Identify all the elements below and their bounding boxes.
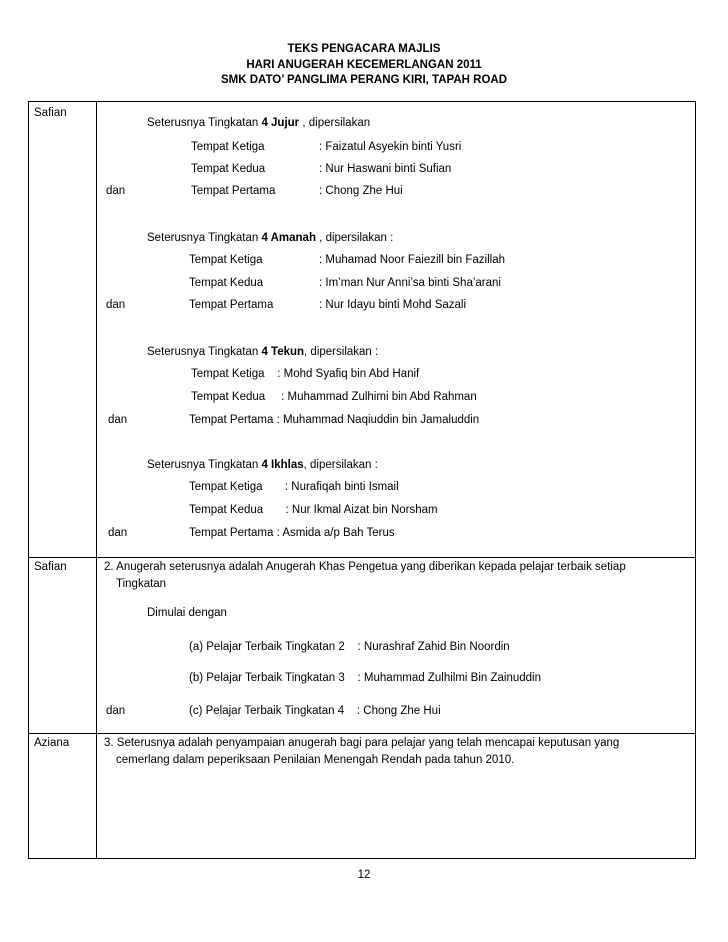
- connector-word: dan: [108, 414, 128, 426]
- winner-line: Tempat Pertama : Asmida a/p Bah Terus: [189, 527, 395, 539]
- row-divider: [29, 557, 695, 558]
- winner-line: Tempat Pertama : Muhammad Naqiuddin bin Jamaluddin: [189, 414, 480, 426]
- award-line: (c) Pelajar Terbaik Tingkatan 4 : Chong Zhe Hui: [189, 705, 441, 717]
- class-announcement: Seterusnya Tingkatan 4 Ikhlas, dipersilakan :: [147, 459, 378, 471]
- winner-name: : Im’man Nur Anni’sa binti Sha’arani: [319, 277, 501, 289]
- school-name: SMK DATO’ PANGLIMA PERANG KIRI, TAPAH ROAD: [220, 74, 507, 86]
- winner-name: : Chong Zhe Hui: [319, 185, 403, 197]
- connector-word: dan: [106, 705, 126, 717]
- column-divider: [96, 102, 97, 858]
- place-label: Tempat Pertama: [189, 299, 274, 311]
- winner-line: Tempat Ketiga : Nurafiqah binti Ismail: [189, 481, 399, 493]
- page-number: 12: [357, 869, 371, 881]
- winner-name: : Muhamad Noor Faiezill bin Fazillah: [319, 254, 505, 266]
- place-label: Tempat Ketiga: [191, 141, 265, 153]
- script-table: [28, 101, 696, 859]
- speaker-name: Aziana: [34, 737, 70, 749]
- place-label: Tempat Ketiga: [189, 254, 263, 266]
- document-title: TEKS PENGACARA MAJLIS: [287, 43, 441, 55]
- winner-line: Tempat Ketiga : Mohd Syafiq bin Abd Hanif: [191, 368, 420, 380]
- award-line: (b) Pelajar Terbaik Tingkatan 3 : Muhammad Zulhilmi Bin Zainuddin: [189, 672, 541, 684]
- script-paragraph: cemerlang dalam peperiksaan Penilaian Menengah Rendah pada tahun 2010.: [116, 754, 515, 766]
- script-paragraph: Tingkatan: [116, 578, 167, 590]
- script-paragraph: 3. Seterusnya adalah penyampaian anugerah bagi para pelajar yang telah mencapai keputusan yang: [104, 737, 620, 749]
- speaker-name: Safian: [34, 561, 67, 573]
- place-label: Tempat Kedua: [191, 163, 266, 175]
- winner-name: : Faizatul Asyekin binti Yusri: [319, 141, 462, 153]
- class-announcement: Seterusnya Tingkatan 4 Tekun, dipersilakan :: [147, 346, 379, 358]
- winner-line: Tempat Kedua : Muhammad Zulhimi bin Abd Rahman: [191, 391, 477, 403]
- winner-line: Tempat Kedua : Nur Ikmal Aizat bin Norsham: [189, 504, 438, 516]
- row-divider: [29, 733, 695, 734]
- script-paragraph: 2. Anugerah seterusnya adalah Anugerah Khas Pengetua yang diberikan kepada pelajar terbaik setiap: [104, 561, 626, 573]
- place-label: Tempat Pertama: [191, 185, 276, 197]
- winner-name: : Nur Idayu binti Mohd Sazali: [319, 299, 467, 311]
- connector-word: dan: [106, 185, 126, 197]
- award-line: (a) Pelajar Terbaik Tingkatan 2 : Nurashraf Zahid Bin Noordin: [189, 641, 510, 653]
- class-announcement: Seterusnya Tingkatan 4 Jujur , dipersilakan: [147, 117, 371, 129]
- speaker-name: Safian: [34, 107, 67, 119]
- script-intro: Dimulai dengan: [147, 607, 227, 619]
- class-announcement: Seterusnya Tingkatan 4 Amanah , dipersilakan :: [147, 232, 394, 244]
- connector-word: dan: [108, 527, 128, 539]
- event-title: HARI ANUGERAH KECEMERLANGAN 2011: [246, 59, 482, 71]
- place-label: Tempat Kedua: [189, 277, 264, 289]
- connector-word: dan: [106, 299, 126, 311]
- winner-name: : Nur Haswani binti Sufian: [319, 163, 452, 175]
